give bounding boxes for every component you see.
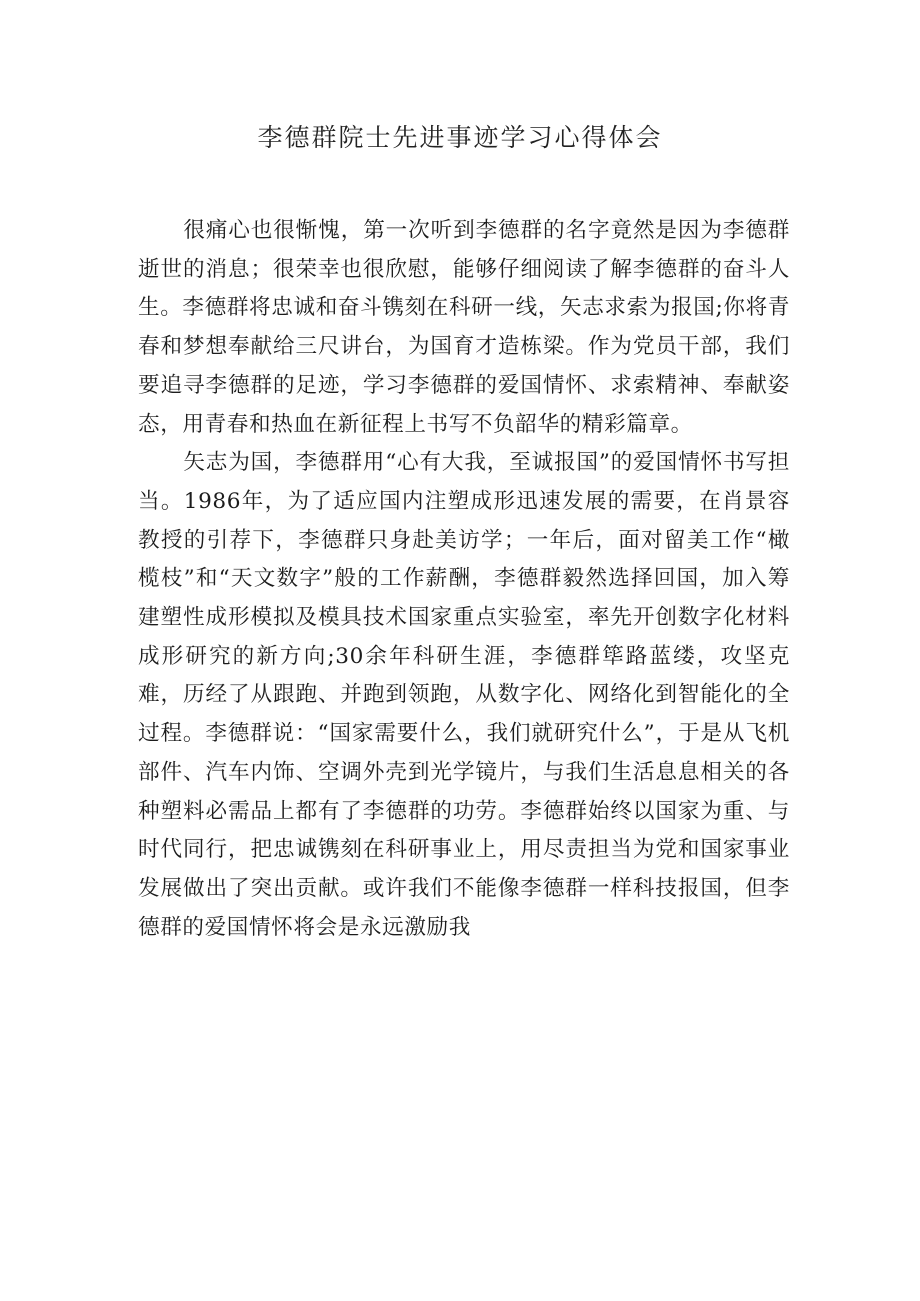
paragraph-2: 矢志为国，李德群用“心有大我，至诚报国”的爱国情怀书写担当。1986年，为了适应国内注塑成形迅速发展的需要，在肖景容教授的引荐下，李德群只身赴美访学；一年后，面对留美工作“橄榄枝”和“天文数字”般的工作薪酬，李德群毅然选择回国，加入筹建塑性成形模拟及模具技术国家重点实验室，率先开创数字化材料成形研究的新方向;30余年科研生涯，李德群筚路蓝缕，攻坚克难，历经了从跟跑、并跑到领跑，从数字化、网络化到智能化的全过程。李德群说：“国家需要什么，我们就研究什么”，于是从飞机部件、汽车内饰、空调外壳到光学镜片，与我们生活息息相关的各种塑料必需品上都有了李德群的功劳。李德群始终以国家为重、与时代同行，把忠诚镌刻在科研事业上，用尽责担当为党和国家事业发展做出了突出贡献。或许我们不能像李德群一样科技报国，但李德群的爱国情怀将会是永远激励我 <box>138 450 790 940</box>
document-title: 李德群院士先进事迹学习心得体会 <box>257 123 663 152</box>
document-body <box>138 212 790 947</box>
paragraph-1: 很痛心也很惭愧，第一次听到李德群的名字竟然是因为李德群逝世的消息；很荣幸也很欣慰，能够仔细阅读了解李德群的奋斗人生。李德群将忠诚和奋斗镌刻在科研一线，矢志求索为报国;你将青春和梦想奉献给三尺讲台，为国育才造栋梁。作为党员干部，我们要追寻李德群的足迹，学习李德群的爱国情怀、求索精神、奉献姿态，用青春和热血在新征程上书写不负韶华的精彩篇章。 <box>138 218 790 437</box>
